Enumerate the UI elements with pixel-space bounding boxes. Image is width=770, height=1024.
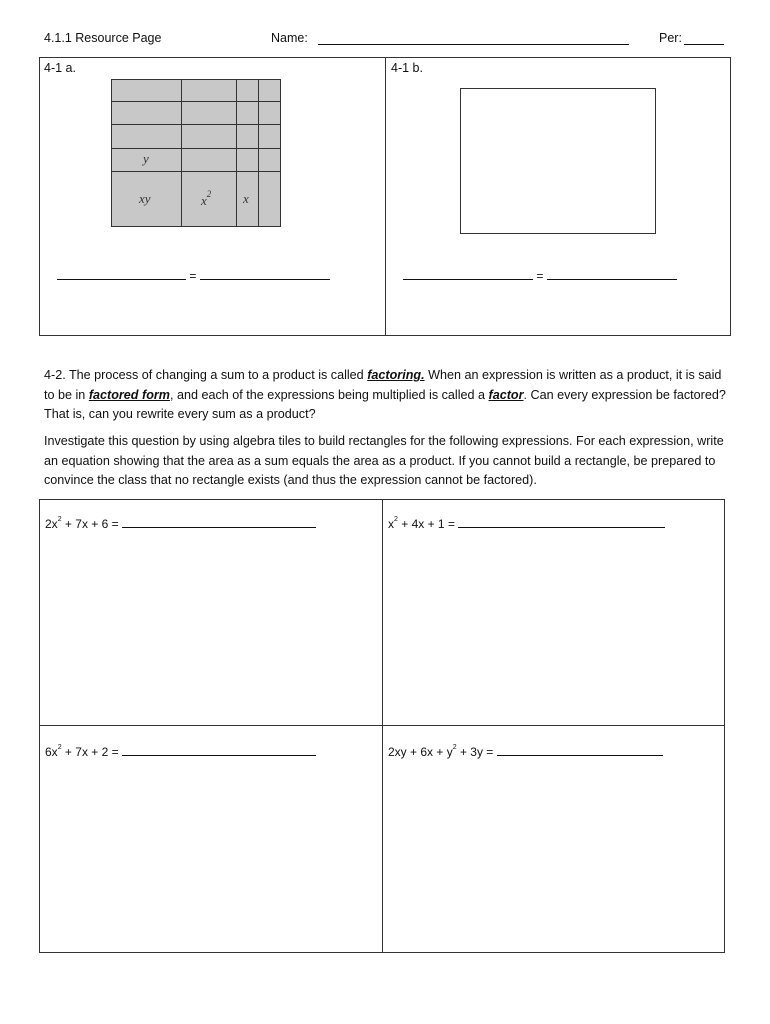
answer-line-product[interactable] xyxy=(200,279,330,280)
label-4-1-b: 4-1 b. xyxy=(391,61,423,75)
problem-2: $x^2 + 4x + 1$ = xyxy=(388,517,665,531)
tile-label-x: x xyxy=(243,191,249,206)
problem-4: $2xy + 6x + y^2 + 3y$ = xyxy=(388,745,663,759)
rectangle-diagram xyxy=(460,88,656,234)
term-factoring: factoring. xyxy=(367,368,425,382)
instructions-text: Investigate this question by using algebra tiles to build rectangles for the following expressions. For each expression, write an equation showing that the area as a sum equals the area as a product. If you cannot build a rectangle, be prepared to convince the class that no rectangle exists (and thus the expression cannot be factored). xyxy=(44,434,724,487)
label-4-1-a: 4-1 a. xyxy=(44,61,76,75)
answer-line[interactable] xyxy=(122,527,316,528)
algebra-tiles-diagram xyxy=(111,79,281,227)
answer-line[interactable] xyxy=(122,755,316,756)
answer-4-1-a xyxy=(57,269,330,283)
grid-divider-horizontal xyxy=(39,725,725,726)
tile-label-y: y xyxy=(143,151,149,166)
answer-line[interactable] xyxy=(497,755,663,756)
name-field[interactable] xyxy=(318,44,629,45)
problem-1: $2x^2 + 7x + 6$ = xyxy=(45,517,316,531)
box-divider xyxy=(385,57,386,336)
problem-3: $6x^2 + 7x + 2$ = xyxy=(45,745,316,759)
term-factored-form: factored form xyxy=(88,387,170,402)
page-title: 4.1.1 Resource Page xyxy=(44,31,162,45)
tile-label-xy: xy xyxy=(139,191,151,206)
equals-sign: = xyxy=(536,269,544,283)
term-factor: factor xyxy=(488,387,524,402)
period-label: Per: xyxy=(659,31,682,45)
answer-line-sum[interactable] xyxy=(57,279,186,280)
grid-divider-vertical xyxy=(382,499,383,953)
answer-line-product[interactable] xyxy=(547,279,677,280)
answer-line[interactable] xyxy=(458,527,665,528)
answer-line-sum[interactable] xyxy=(403,279,533,280)
tile-label-x-squared: $x^2$ xyxy=(201,189,212,208)
answer-4-1-b xyxy=(403,269,677,283)
problem-4-2-text: 4-2. The process of changing a sum to a product is called factoring. When an expression is written as a product, it is said to be in factored form, and each of the expressions being multiplied is called a factor. Can every expression be factored? That is, can you rewrite every sum as a product? xyxy=(44,368,726,421)
name-label: Name: xyxy=(271,31,308,45)
period-field[interactable] xyxy=(684,44,724,45)
equals-sign: = xyxy=(189,269,197,283)
